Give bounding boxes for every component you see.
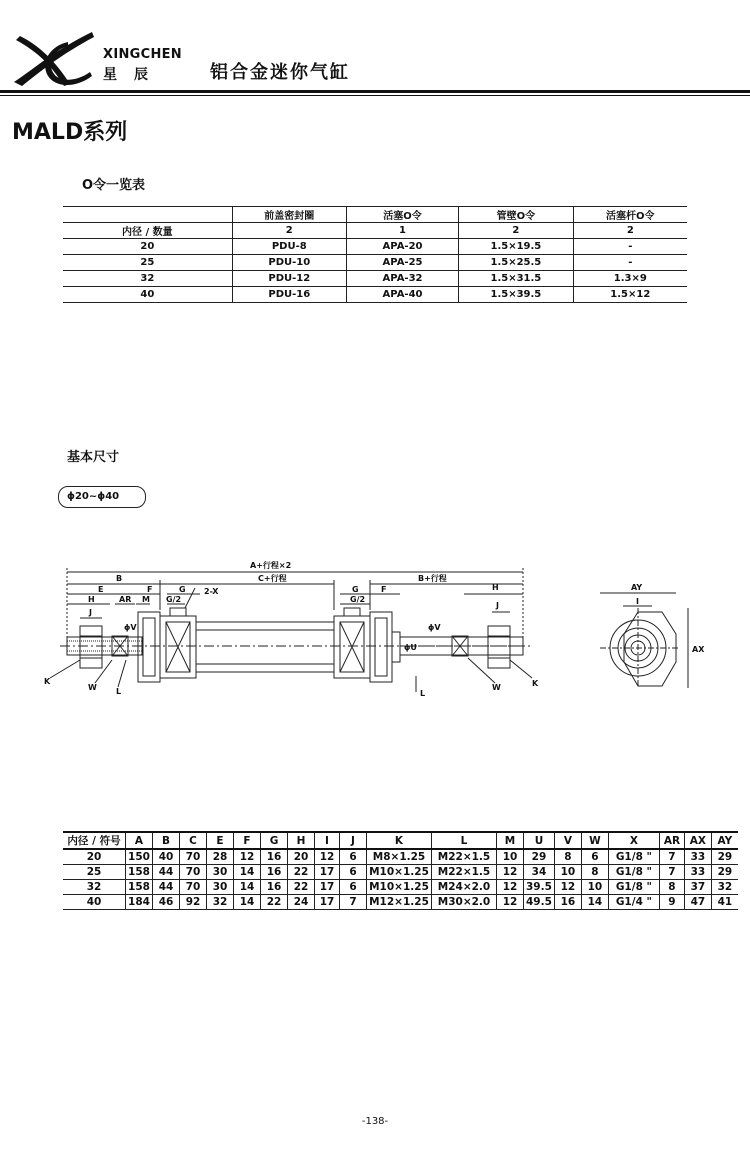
table-cell: - [573,239,687,255]
table-cell: 92 [180,895,207,910]
table-cell: 40 [140,289,155,300]
table-cell: 1 [346,223,458,239]
table-cell: 6 [340,849,367,865]
table-row [63,865,738,880]
table-cell: 30 [207,865,234,880]
table-cell: M10×1.25 [367,880,432,895]
table-cell: 12 [497,895,524,910]
table-cell: 8 [554,849,581,865]
table-cell: 40 [63,895,126,910]
dimension-header-row [63,832,738,849]
table-cell: 49.5 [524,895,555,910]
table-cell: M10×1.25 [367,865,432,880]
table-cell: M22×1.5 [432,849,497,865]
table-cell: 32 [207,895,234,910]
dim-label-k: K [44,677,51,686]
table-cell: 8 [659,880,684,895]
dim-label-2x: 2-X [204,587,219,596]
table-cell: 14 [234,895,261,910]
table-cell: 2 [232,223,346,239]
dimension-col-header: C [180,832,207,849]
bore-range-label: ϕ20~ϕ40 [58,486,146,508]
table-cell: 12 [234,849,261,865]
table-cell: 16 [554,895,581,910]
series-title: MALD系列 [12,120,128,145]
dim-label-g2: G/2 [166,595,182,604]
table-cell: 28 [207,849,234,865]
table-cell: 44 [153,880,180,895]
table-cell: 44 [153,865,180,880]
oring-table-heading: O令一览表 [82,178,146,193]
dim-label-b: B [116,574,123,583]
table-cell: G1/8 " [608,849,659,865]
dimension-col-header: A [126,832,153,849]
table-cell: 12 [315,849,340,865]
table-cell: 32 [711,880,738,895]
table-cell: 17 [315,895,340,910]
table-cell: G1/4 " [608,895,659,910]
dim-label-c-stroke: C+行程 [258,574,287,583]
dimension-col-header: K [367,832,432,849]
table-cell: APA-20 [346,239,458,255]
brand-name-chinese: 星辰 [103,67,165,83]
dim-label-j: J [89,608,92,617]
table-cell: G1/8 " [608,880,659,895]
oring-qty-row [63,223,687,239]
table-cell: 150 [126,849,153,865]
table-cell: 14 [581,895,608,910]
dimension-col-header: AX [684,832,711,849]
oring-col-header: 活塞杆O令 [573,207,687,223]
dim-label-e: E [98,585,104,594]
table-cell: 33 [684,849,711,865]
table-cell: 34 [524,865,555,880]
table-cell: 20 [288,849,315,865]
table-cell: 41 [711,895,738,910]
table-cell: M12×1.25 [367,895,432,910]
dim-label-j-right: J [496,601,499,610]
table-cell: 70 [180,849,207,865]
dimension-col-header: H [288,832,315,849]
table-cell: 70 [180,880,207,895]
dim-label-ar: AR [119,595,132,604]
dim-label-i: I [636,597,639,606]
table-cell: 1.5×19.5 [459,239,573,255]
table-cell: 6 [340,865,367,880]
table-cell: - [573,255,687,271]
table-cell: 7 [659,865,684,880]
table-cell: 30 [207,880,234,895]
table-cell: 47 [684,895,711,910]
dim-label-f: F [147,585,153,594]
header-rule-thick [0,90,750,93]
dimension-col-header: 内径 / 符号 [63,832,126,849]
table-cell: 7 [659,849,684,865]
table-cell: 24 [288,895,315,910]
table-cell: 32 [140,273,155,284]
dimension-col-header: L [432,832,497,849]
table-cell: 7 [340,895,367,910]
dim-label-w-right: W [492,683,501,692]
dim-label-m: M [142,595,150,604]
table-cell: 70 [180,865,207,880]
table-cell: 46 [153,895,180,910]
dim-label-l-right: L [420,689,426,698]
dimension-col-header: F [234,832,261,849]
table-cell: 1.5×39.5 [459,287,573,303]
document-title: 铝合金迷你气缸 [210,62,350,83]
table-cell: 22 [288,880,315,895]
table-cell: 20 [63,849,126,865]
dim-label-u: ϕU [404,643,417,652]
dimension-col-header: I [315,832,340,849]
table-cell: M30×2.0 [432,895,497,910]
table-cell: 20 [140,241,155,252]
dimensions-heading: 基本尺寸 [67,450,120,465]
table-cell: PDU-12 [232,271,346,287]
table-cell: 158 [126,865,153,880]
dimension-col-header: E [207,832,234,849]
table-row [63,255,687,271]
oring-col-header [63,207,232,223]
table-cell: 22 [261,895,288,910]
dimension-col-header: B [153,832,180,849]
dim-label-l: L [116,687,122,696]
table-cell: 14 [234,880,261,895]
table-cell: 14 [234,865,261,880]
table-cell: 39.5 [524,880,555,895]
dimension-col-header: AR [659,832,684,849]
dim-label-a-total: A+行程×2 [250,561,292,570]
oring-table [63,206,687,303]
table-cell: 17 [315,865,340,880]
page-number: -138- [361,1116,389,1127]
dim-label-k-right: K [532,679,539,688]
dim-label-f-right: F [381,585,387,594]
xingchen-logo [10,28,100,88]
table-cell: 内径 / 数量 [122,227,173,238]
table-cell: 25 [140,257,155,268]
table-cell: 29 [711,865,738,880]
table-row [63,880,738,895]
table-cell: M24×2.0 [432,880,497,895]
dimension-col-header: V [554,832,581,849]
table-cell: 16 [261,880,288,895]
table-cell: 6 [581,849,608,865]
table-row [63,849,738,865]
table-cell: 40 [153,849,180,865]
table-cell: 10 [581,880,608,895]
brand-name-english: XINGCHEN [103,47,182,62]
dim-label-ay: AY [631,583,643,592]
table-cell: 2 [573,223,687,239]
dimension-col-header: AY [711,832,738,849]
table-cell: 25 [63,865,126,880]
oring-header-row [63,207,687,223]
table-cell: 12 [554,880,581,895]
table-cell: 2 [459,223,573,239]
dimension-table [63,831,738,910]
cylinder-dimension-drawing [40,550,740,710]
dimension-col-header: J [340,832,367,849]
table-cell: PDU-10 [232,255,346,271]
table-cell: PDU-8 [232,239,346,255]
table-cell: 184 [126,895,153,910]
table-row [63,271,687,287]
table-cell: M22×1.5 [432,865,497,880]
table-cell: 6 [340,880,367,895]
dim-label-g2-right: G/2 [350,595,366,604]
table-cell: 16 [261,849,288,865]
dim-label-w: W [88,683,97,692]
dim-label-ax: AX [692,645,705,654]
dim-label-h-right: H [492,583,499,592]
table-cell: 12 [497,880,524,895]
table-cell: 1.3×9 [573,271,687,287]
table-cell: PDU-16 [232,287,346,303]
table-cell: 29 [711,849,738,865]
table-cell: 158 [126,880,153,895]
table-cell: 16 [261,865,288,880]
table-cell: 22 [288,865,315,880]
table-cell: APA-32 [346,271,458,287]
dimension-col-header: X [608,832,659,849]
table-cell: G1/8 " [608,865,659,880]
table-cell: 1.5×31.5 [459,271,573,287]
table-cell: 10 [554,865,581,880]
table-cell: M8×1.25 [367,849,432,865]
table-cell: APA-40 [346,287,458,303]
oring-col-header: 前盖密封圈 [232,207,346,223]
table-cell: 17 [315,880,340,895]
dim-label-v: ϕV [124,623,137,632]
dimension-col-header: G [261,832,288,849]
table-cell: 29 [524,849,555,865]
dimension-col-header: W [581,832,608,849]
table-row [63,287,687,303]
oring-col-header: 管壁O令 [459,207,573,223]
oring-col-header: 活塞O令 [346,207,458,223]
table-cell: 1.5×12 [573,287,687,303]
dimension-col-header: M [497,832,524,849]
table-cell: 8 [581,865,608,880]
table-row [63,895,738,910]
table-cell: APA-25 [346,255,458,271]
table-cell: 33 [684,865,711,880]
dim-label-g: G [179,585,186,594]
header-rule-thin [0,95,750,96]
dimension-col-header: U [524,832,555,849]
table-cell: 10 [497,849,524,865]
table-row [63,239,687,255]
table-cell: 1.5×25.5 [459,255,573,271]
table-cell: 9 [659,895,684,910]
table-cell: 37 [684,880,711,895]
table-cell: 32 [63,880,126,895]
table-cell: 12 [497,865,524,880]
dim-label-g-right: G [352,585,359,594]
dim-label-h: H [88,595,95,604]
dim-label-v-right: ϕV [428,623,441,632]
dim-label-b-stroke: B+行程 [418,574,447,583]
